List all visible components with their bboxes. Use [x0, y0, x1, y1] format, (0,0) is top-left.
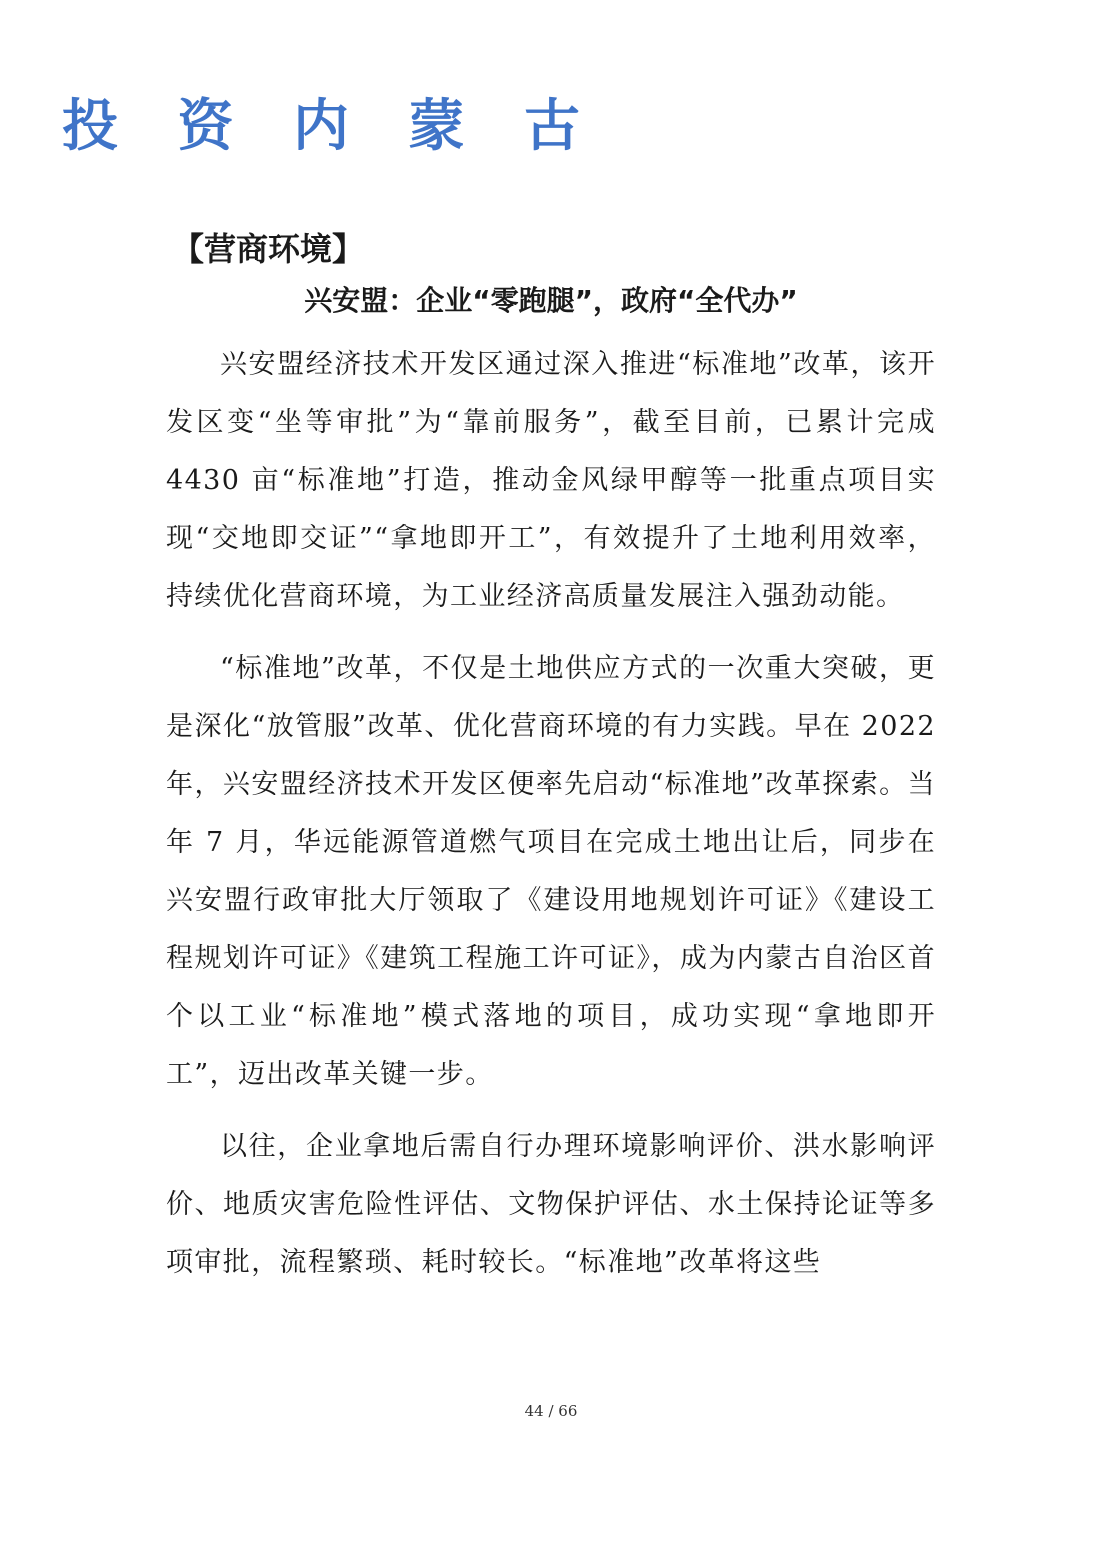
article-title: 兴安盟：企业“零跑腿”，政府“全代办”	[304, 284, 798, 317]
article-paragraph: 兴安盟经济技术开发区通过深入推进“标准地”改革，该开发区变“坐等审批”为“靠前服务”，截至目前，已累计完成 4430 亩“标准地”打造，推动金风绿甲醇等一批重点项目实现“交地即交证”“拿地即开工”，有效提升了土地利用效率，持续优化营商环境，为工业经济高质量发展注入强劲动能。	[166, 349, 936, 612]
publication-title: 投 资 内 蒙 古	[62, 93, 600, 159]
article-body	[166, 336, 936, 1292]
article-paragraph: “标准地”改革，不仅是土地供应方式的一次重大突破，更是深化“放管服”改革、优化营商环境的有力实践。早在 2022 年，兴安盟经济技术开发区便率先启动“标准地”改革探索。当年 7 月，华远能源管道燃气项目在完成土地出让后，同步在兴安盟行政审批大厅领取了《建设用地规划许可证》《建设工程规划许可证》《建筑工程施工许可证》，成为内蒙古自治区首个以工业“标准地”模式落地的项目，成功实现“拿地即开工”，迈出改革关键一步。	[166, 653, 936, 1090]
section-label: 【营商环境】	[172, 230, 365, 268]
article-paragraph: 以往，企业拿地后需自行办理环境影响评价、洪水影响评价、地质灾害危险性评估、文物保护评估、水土保持论证等多项审批，流程繁琐、耗时较长。“标准地”改革将这些	[166, 1131, 936, 1278]
page-number: 44 / 66	[524, 1402, 578, 1420]
